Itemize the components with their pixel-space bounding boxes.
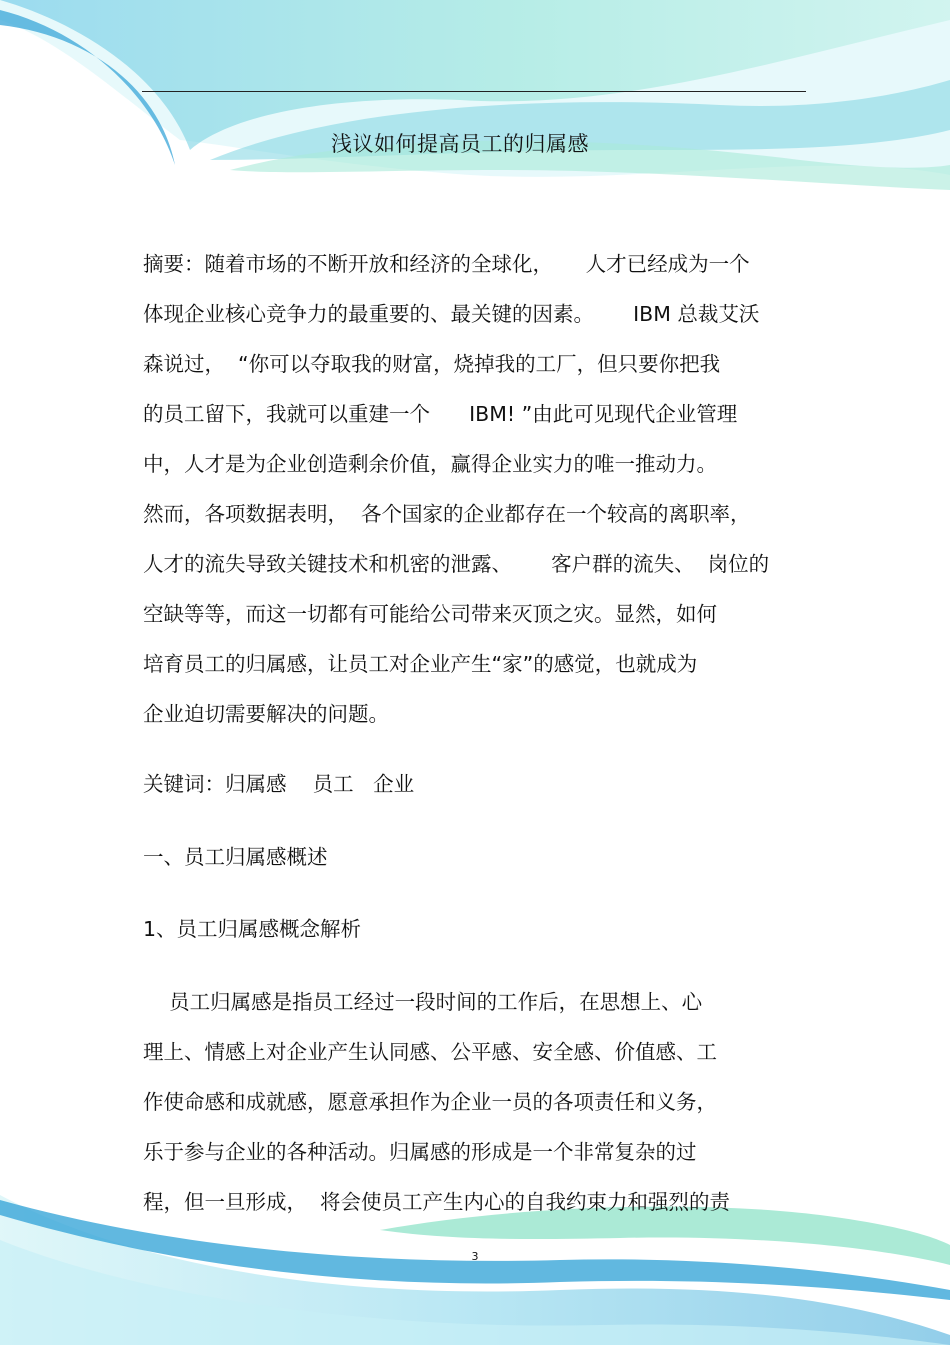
body-line: 乐于参与企业的各种活动。归属感的形成是一个非常复杂的过 — [143, 1140, 697, 1164]
body-line: 理上、情感上对企业产生认同感、公平感、安全感、价值感、工 — [143, 1040, 717, 1064]
abstract-line: 体现企业核心竞争力的最重要的、最关键的因素。 IBM 总裁艾沃 — [143, 302, 760, 326]
abstract-line: 摘要：随着市场的不断开放和经济的全球化， 人才已经成为一个 — [143, 252, 750, 276]
section-heading: 一、员工归属感概述 — [143, 845, 328, 869]
abstract-line: 企业迫切需要解决的问题。 — [143, 702, 389, 726]
header-rule — [142, 91, 806, 92]
page-title: 浅议如何提高员工的归属感 — [331, 132, 589, 156]
abstract-line: 然而，各项数据表明， 各个国家的企业都存在一个较高的离职率， — [143, 502, 751, 526]
abstract-line: 空缺等等，而这一切都有可能给公司带来灭顶之灾。显然，如何 — [143, 602, 717, 626]
abstract-line: 的员工留下，我就可以重建一个 IBM! ”由此可见现代企业管理 — [143, 402, 738, 426]
body-line: 作使命感和成就感，愿意承担作为企业一员的各项责任和义务， — [143, 1090, 717, 1114]
abstract-line: 中，人才是为企业创造剩余价值，赢得企业实力的唯一推动力。 — [143, 452, 717, 476]
abstract-line: 培育员工的归属感，让员工对企业产生“家”的感觉，也就成为 — [143, 652, 698, 676]
page-number: 3 — [471, 1250, 479, 1263]
abstract-line: 人才的流失导致关键技术和机密的泄露、 客户群的流失、 岗位的 — [143, 552, 770, 576]
body-line: 程，但一旦形成， 将会使员工产生内心的自我约束力和强烈的责 — [143, 1190, 731, 1214]
abstract-line: 森说过， “你可以夺取我的财富，烧掉我的工厂，但只要你把我 — [143, 352, 721, 376]
body-line: 员工归属感是指员工经过一段时间的工作后，在思想上、心 — [143, 990, 703, 1014]
subsection-heading: 1、员工归属感概念解析 — [143, 917, 362, 941]
keywords-line: 关键词：归属感 员工 企业 — [143, 772, 415, 796]
